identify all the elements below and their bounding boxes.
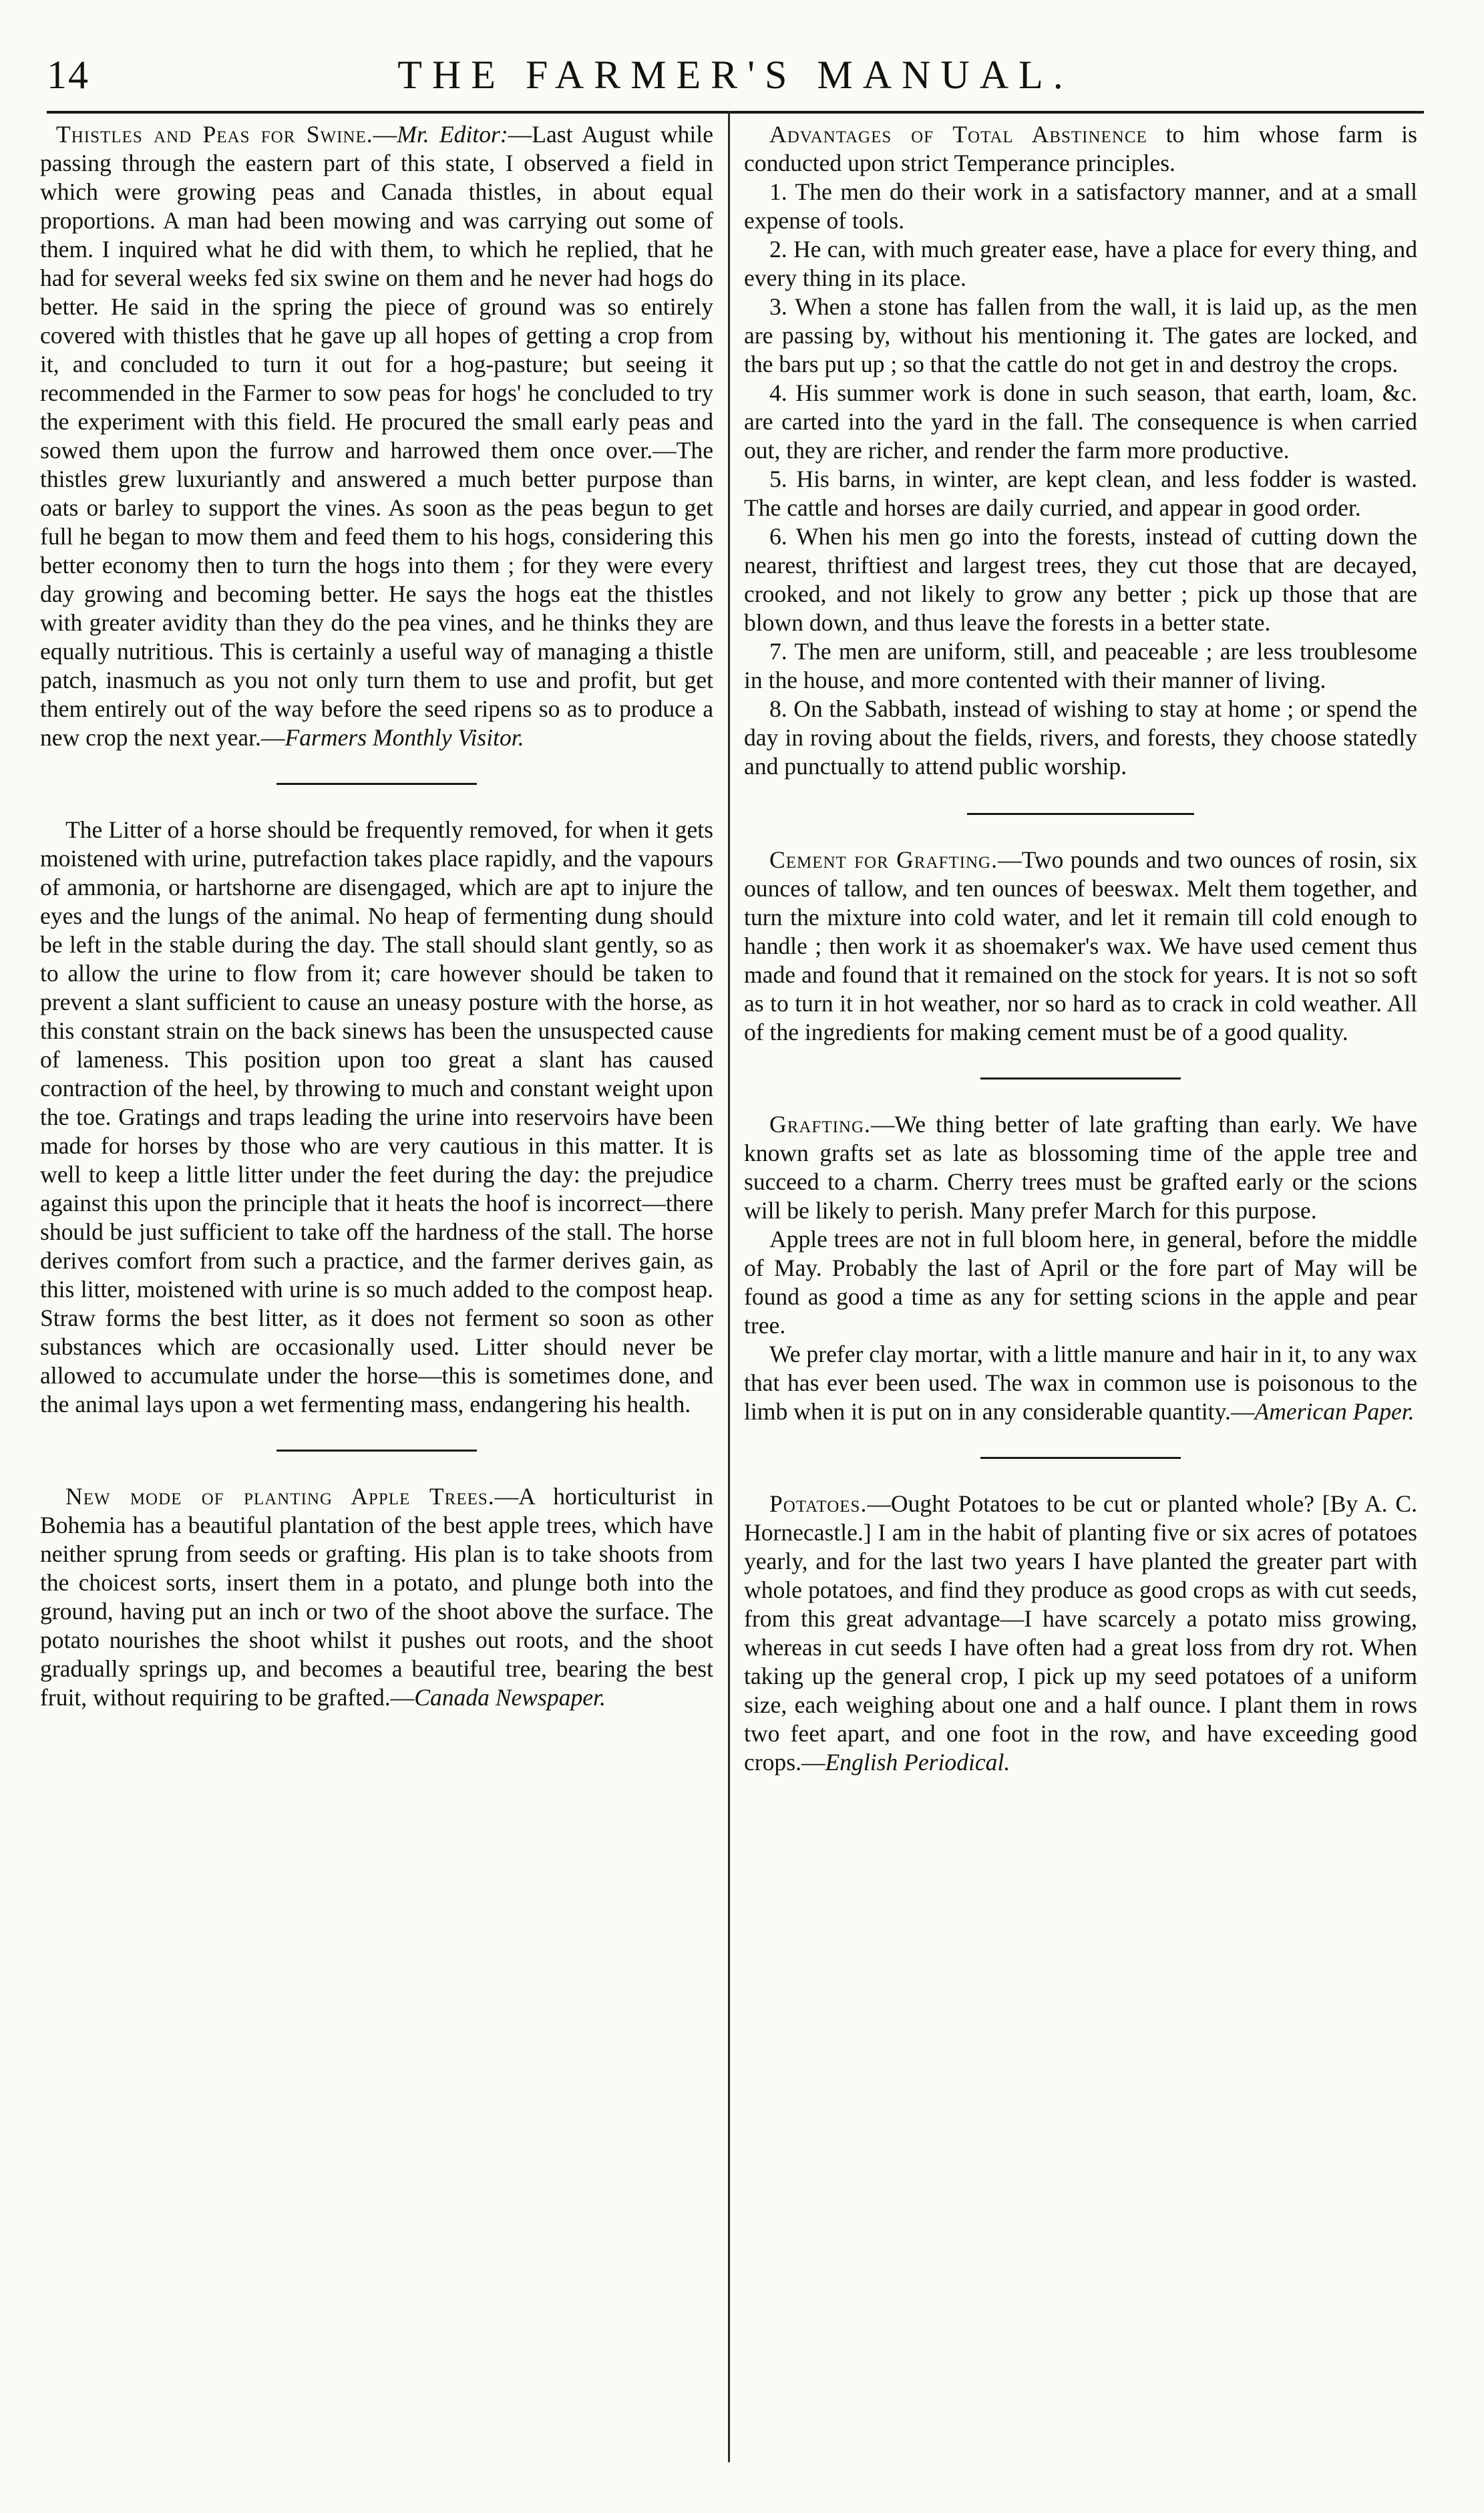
article-paragraph: The Litter of a horse should be frequently removed, for when it gets moistened with urine, putrefaction takes place rapidly, and the vapours of ammonia, or hartshorne are disengaged, which are apt to injure the eyes and the lungs of the animal. No heap of fermenting dung should be left in the stable during the day. The stall should slant gently, so as to allow the urine to flow from it; care however should be taken to prevent a slant sufficient to cause an uneasy posture with the horse, as this constant strain on the back sinews has been the unsuspected cause of lameness. This position upon too great a slant has caused contraction of the heel, by throwing to much and constant weight upon the toe. Gratings and traps leading the urine into reservoirs have been made for horses by those who are very cautious in this matter. It is well to keep a little litter under the feet during the day: the prejudice against this upon the principle that it heats the hoof is incorrect—there should be just sufficient to take off the hardness of the stall. The horse derives comfort from such a practice, and the farmer derives gain, as this litter, moistened with urine is so much added to the compost heap. Straw forms the best litter, as it does not ferment so soon as other substances which are occasionally used. Litter should never be allowed to accumulate under the horse—this is sometimes done, and the animal lays upon a wet fermenting mass, endangering his health. <box>40 816 713 1417</box>
article-heading: Advantages of Total Abstinence <box>769 121 1147 148</box>
article-potatoes <box>744 1490 1417 1777</box>
article-body: —A horticulturist in Bohemia has a beautiful plantation of the best apple trees, which have neither sprung from seeds or grafting. His plan is to take shoots from the choicest sorts, insert them in a potato, and plunge both into the ground, having put an inch or two of the shoot above the surface. The potato nourishes the shoot whilst it pushes out roots, and the shoot gradually springs up, and becomes a beautiful tree, bearing the best fruit, without requiring to be grafted.— <box>40 1483 713 1711</box>
editor-salutation: Mr. Editor: <box>397 121 508 148</box>
section-rule <box>980 1457 1181 1459</box>
article-body: —Two pounds and two ounces of rosin, six ounces of tallow, and ten ounces of beeswax. Melt them together, and turn the mixture into cold water, and let it remain till cold enough to handle ; then work it as shoemaker's wax. We have used cement thus made and found that it remained on the stock for years. It is not so soft as to turn it in hot weather, nor so hard as to crack in cold weather. All of the ingredients for making cement must be of a good quality. <box>744 846 1417 1045</box>
article-heading: Cement for Grafting. <box>769 846 998 873</box>
list-item: 6. When his men go into the forests, instead of cutting down the nearest, thriftiest and largest trees, they cut those that are decayed, crooked, and not likely to grow any better ; pick up those that are blown down, and thus leave the forests in a better state. <box>744 523 1417 636</box>
article-litter <box>40 816 713 1419</box>
article-heading: Thistles and Peas for Swine. <box>56 121 373 148</box>
section-rule <box>276 1450 477 1452</box>
article-source: English Periodical. <box>825 1749 1010 1776</box>
list-item: 8. On the Sabbath, instead of wishing to stay at home ; or spend the day in roving about the fields, rivers, and forests, they choose statedly and punctually to attend public worship. <box>744 695 1417 780</box>
article-paragraph <box>744 1340 1417 1426</box>
article-paragraph <box>744 120 1417 178</box>
article-paragraph: Apple trees are not in full bloom here, in general, before the middle of May. Probably the last of April or the fore part of May will be found as good a time as any for setting scions in the apple and pear tree. <box>744 1226 1417 1339</box>
article-grafting <box>744 1110 1417 1426</box>
running-title: THE FARMER'S MANUAL. <box>397 53 1073 97</box>
article-paragraph <box>744 1490 1417 1777</box>
list-item: 5. His barns, in winter, are kept clean, and less fodder is wasted. The cattle and horses are daily curried, and appear in good order. <box>744 466 1417 521</box>
article-heading: Potatoes. <box>769 1490 868 1517</box>
article-intro: to him whose farm is conducted upon strict Temperance principles. <box>744 121 1417 176</box>
header-rule <box>47 111 1424 114</box>
article-body: —We thing better of late grafting than early. We have known grafts set as late as blossoming time of the apple tree and succeed to a charm. Cherry trees must be grafted early or the scions will be likely to perish. Many prefer March for this purpose. <box>744 1111 1417 1224</box>
section-rule <box>276 783 477 785</box>
article-body: —Ought Potatoes to be cut or planted whole? [By A. C. Hornecastle.] I am in the habit of planting five or six acres of potatoes yearly, and for the last two years I have planted the greater part with whole potatoes, and find they produce as good crops as with cut seeds, from this great advantage—I have scarcely a potato miss growing, whereas in cut seeds I have often had a great loss from dry rot. When taking up the general crop, I pick up my seed potatoes of a uniform size, each weighing about one and a half ounce. I plant them in rows two feet apart, and one foot in the row, and have exceeding good crops.— <box>744 1490 1417 1776</box>
article-heading: New mode of planting Apple Trees. <box>65 1483 495 1510</box>
list-item: 3. When a stone has fallen from the wall, it is laid up, as the men are passing by, without his mentioning it. The gates are locked, and the bars put up ; so that the cattle do not get in and destroy the crops. <box>744 293 1417 377</box>
page-header <box>47 40 1424 110</box>
article-paragraph <box>744 1110 1417 1225</box>
article-source: American Paper. <box>1254 1398 1415 1425</box>
page-number: 14 <box>47 53 89 97</box>
article-cement <box>744 846 1417 1047</box>
article-body: We prefer clay mortar, with a little manure and hair in it, to any wax that has ever been used. The wax in common use is poisonous to the limb when it is put on in any considerable quantity.— <box>744 1341 1417 1425</box>
right-column <box>744 120 1417 2478</box>
column-divider <box>728 111 730 2462</box>
article-apple-trees <box>40 1482 713 1712</box>
article-paragraph <box>744 846 1417 1047</box>
article-heading: Grafting. <box>769 1111 871 1138</box>
article-source: Canada Newspaper. <box>414 1684 606 1711</box>
article-thistles <box>40 120 713 752</box>
article-body: Last August while passing through the eastern part of this state, I observed a field in which were growing peas and Canada thistles, in about equal proportions. A man had been mowing and was carrying out some of them. I inquired what he did with them, to which he replied, that he had for several weeks fed six swine on them and he never had hogs do better. He said in the spring the piece of ground was so entirely covered with thistles that he gave up all hopes of getting a crop from it, and concluded to turn it out for a hog-pasture; but seeing it recommended in the Farmer to sow peas for hogs' he concluded to try the experiment with this field. He procured the small early peas and sowed them upon the furrow and harrowed them once over.—The thistles grew luxuriantly and answered a much better purpose than oats or barley to support the vines. As soon as the peas begun to get full he began to mow them and feed them to his hogs, considering this better economy then to turn the hogs into them ; for they were every day growing and becoming better. He says the hogs eat the thistles with greater avidity than they do the pea vines, and he thinks they are equally nutritious. This is certainly a useful way of managing a thistle patch, inasmuch as you not only turn them to use and profit, but get them entirely out of the way before the seed ripens so as to produce a new crop the next year.— <box>40 121 713 751</box>
section-rule <box>967 813 1194 815</box>
left-column <box>40 120 713 2478</box>
article-paragraph: Thistles and Peas for Swine.—Mr. Editor:—Last August while passing through the eastern part of this state, I observed a field in which were growing peas and Canada thistles, in about equal proportions. A man had been mowing and was carrying out some of them. I inquired what he did with them, to which he replied, that he had for several weeks fed six swine on them and he never had hogs do better. He said in the spring the piece of ground was so entirely covered with thistles that he gave up all hopes of getting a crop from it, and concluded to turn it out for a hog-pasture; but seeing it recommended in the Farmer to sow peas for hogs' he concluded to try the experiment with this field. He procured the small early peas and sowed them upon the furrow and harrowed them once over.—The thistles grew luxuriantly and answered a much better purpose than oats or barley to support the vines. As soon as the peas begun to get full he began to mow them and feed them to his hogs, considering this better economy then to turn the hogs into them ; for they were every day growing and becoming better. He says the hogs eat the thistles with greater avidity than they do the pea vines, and he thinks they are equally nutritious. This is certainly a useful way of managing a thistle patch, inasmuch as you not only turn them to use and profit, but get them entirely out of the way before the seed ripens so as to produce a new crop the next year.—Farmers Monthly Visitor. <box>40 121 713 751</box>
list-item: 1. The men do their work in a satisfactory manner, and at a small expense of tools. <box>744 178 1417 234</box>
list-item: 4. His summer work is done in such season, that earth, loam, &c. are carted into the yard in the fall. The consequence is when carried out, they are richer, and render the farm more productive. <box>744 379 1417 464</box>
list-item: 2. He can, with much greater ease, have a place for every thing, and every thing in its place. <box>744 236 1417 291</box>
article-paragraph <box>40 1482 713 1712</box>
article-source: Farmers Monthly Visitor. <box>285 724 524 751</box>
list-item: 7. The men are uniform, still, and peaceable ; are less troublesome in the house, and more contented with their manner of living. <box>744 638 1417 693</box>
section-rule <box>980 1077 1181 1079</box>
article-abstinence <box>744 120 1417 781</box>
